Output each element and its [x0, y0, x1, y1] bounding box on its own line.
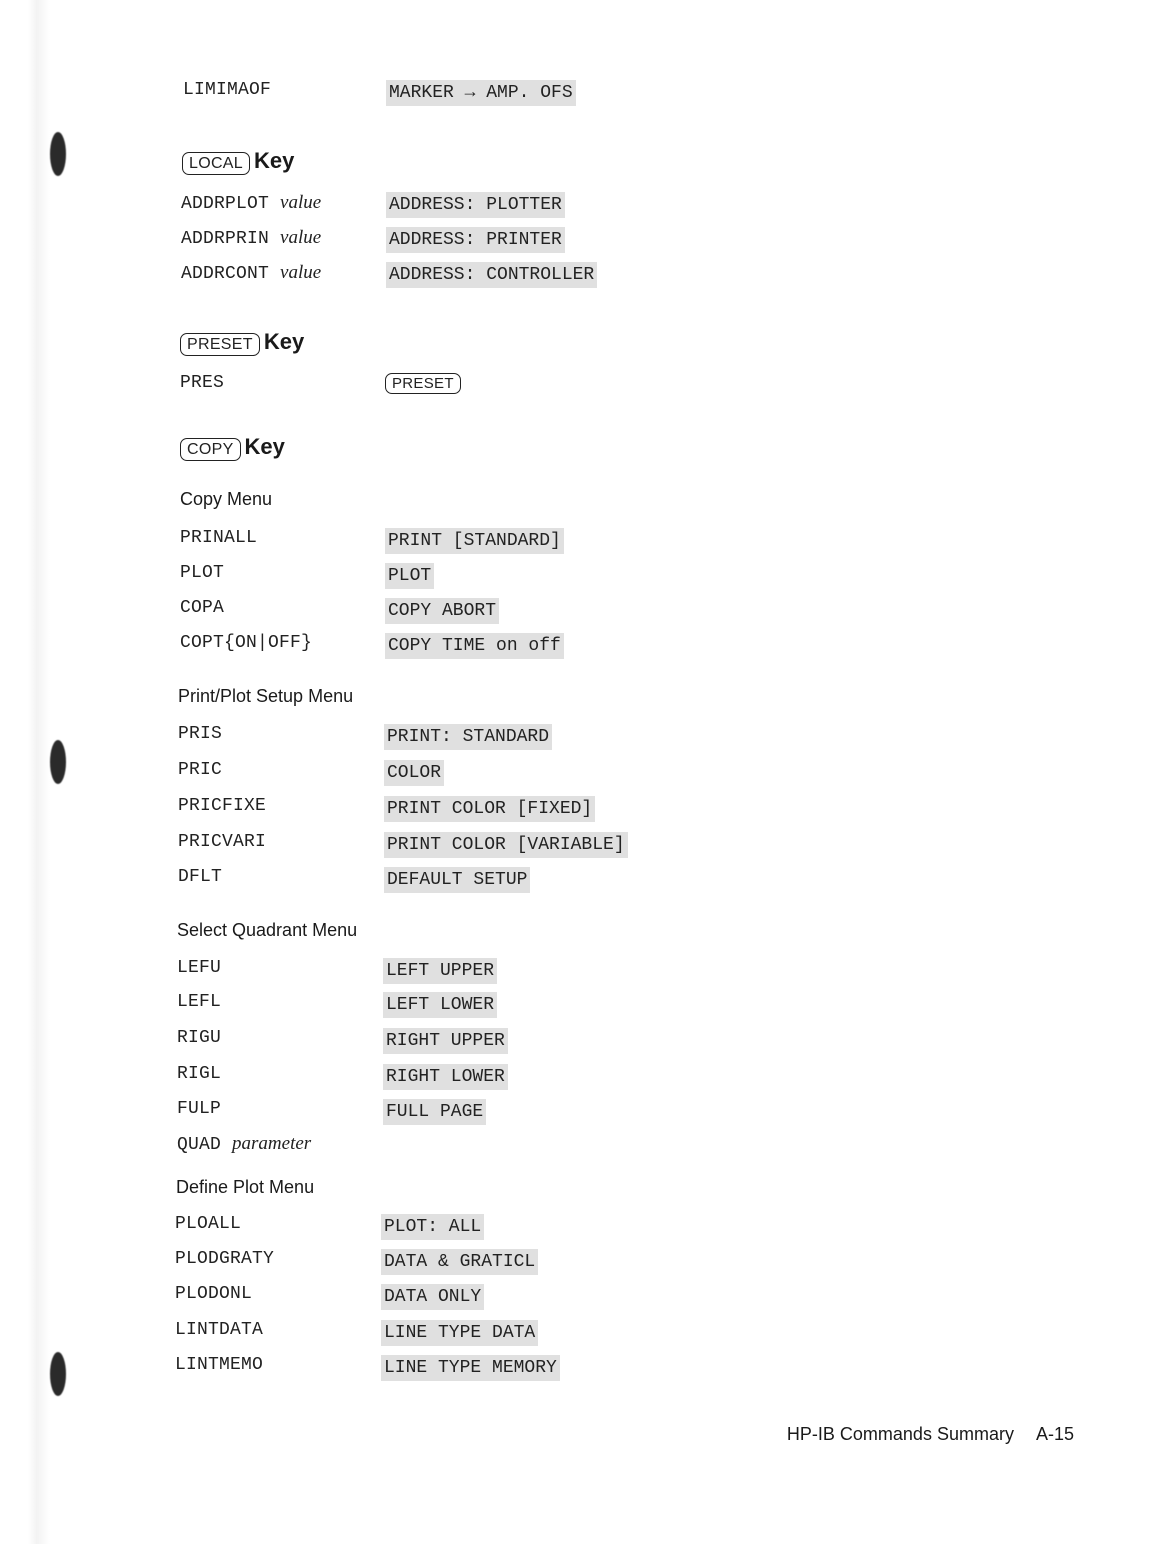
softkey-label: DATA & GRATICL	[381, 1249, 538, 1275]
softkey-label: RIGHT LOWER	[383, 1064, 508, 1090]
command-name: PRICVARI	[178, 832, 267, 852]
softkey-label: MARKER → AMP. OFS	[386, 80, 576, 106]
softkey-label: PLOT: ALL	[381, 1214, 484, 1240]
command-name: PRICFIXE	[178, 796, 267, 816]
page-number: A-15	[1035, 1424, 1074, 1444]
softkey-label: PLOT	[385, 563, 434, 589]
menu-title: Select Quadrant Menu	[177, 920, 358, 940]
copy-key-heading: COPY Key	[180, 434, 285, 461]
softkey-label: COLOR	[384, 760, 444, 786]
softkey-label: FULL PAGE	[383, 1099, 486, 1125]
command-name: QUAD parameter	[177, 1133, 312, 1155]
command-name: LINTDATA	[175, 1320, 264, 1340]
punch-hole	[50, 1352, 66, 1396]
command-name: PLODGRATY	[175, 1249, 275, 1269]
command-name: PLOALL	[175, 1214, 242, 1234]
command-name: DFLT	[178, 867, 223, 887]
copy-hardkey: COPY	[180, 438, 241, 461]
preset-hardkey-reference: PRESET	[385, 373, 461, 394]
footer-section-title: HP-IB Commands Summary	[786, 1424, 1014, 1444]
menu-title: Define Plot Menu	[176, 1177, 315, 1197]
softkey-label: DATA ONLY	[381, 1284, 484, 1310]
command-name: PRINALL	[180, 528, 258, 548]
command-name: ADDRPLOT value	[181, 192, 322, 214]
command-name: RIGL	[177, 1064, 222, 1084]
softkey-label: COPY TIME on off	[385, 633, 564, 659]
command-name: LEFL	[177, 992, 222, 1012]
punch-hole	[50, 740, 66, 784]
softkey-label: PRINT COLOR [VARIABLE]	[384, 832, 628, 858]
softkey-label: LINE TYPE DATA	[381, 1320, 538, 1346]
menu-title: Copy Menu	[180, 489, 273, 509]
command-name: LIMIMAOF	[183, 80, 272, 100]
preset-key-heading: PRESET Key	[180, 329, 304, 356]
local-hardkey: LOCAL	[182, 152, 250, 175]
softkey-label: COPY ABORT	[385, 598, 499, 624]
command-name: PLOT	[180, 563, 225, 583]
command-name: FULP	[177, 1099, 222, 1119]
softkey-label: RIGHT UPPER	[383, 1028, 508, 1054]
punch-hole	[50, 132, 66, 176]
command-name: LINTMEMO	[175, 1355, 264, 1375]
command-name: PLODONL	[175, 1284, 253, 1304]
command-name: COPA	[180, 598, 225, 618]
softkey-label: PRINT: STANDARD	[384, 724, 552, 750]
softkey-label: ADDRESS: PLOTTER	[386, 192, 565, 218]
command-name: COPT{ON|OFF}	[180, 633, 313, 653]
softkey-label: PRINT COLOR [FIXED]	[384, 796, 595, 822]
command-name: PRES	[180, 373, 225, 393]
local-key-heading: LOCAL Key	[182, 148, 294, 175]
command-name: RIGU	[177, 1028, 222, 1048]
softkey-label: LEFT UPPER	[383, 958, 497, 984]
softkey-label: ADDRESS: CONTROLLER	[386, 262, 597, 288]
command-name: PRIS	[178, 724, 223, 744]
command-name: ADDRCONT value	[181, 262, 322, 284]
softkey-label: ADDRESS: PRINTER	[386, 227, 565, 253]
command-name: LEFU	[177, 958, 222, 978]
softkey-label: LEFT LOWER	[383, 992, 497, 1018]
softkey-label: PRINT [STANDARD]	[385, 528, 564, 554]
binding-edge	[28, 0, 50, 1544]
menu-title: Print/Plot Setup Menu	[178, 686, 354, 706]
command-name: PRIC	[178, 760, 223, 780]
preset-hardkey: PRESET	[180, 333, 260, 356]
command-name: ADDRPRIN value	[181, 227, 322, 249]
softkey-label: DEFAULT SETUP	[384, 867, 530, 893]
page-footer	[787, 1424, 1074, 1445]
softkey-label: LINE TYPE MEMORY	[381, 1355, 560, 1381]
